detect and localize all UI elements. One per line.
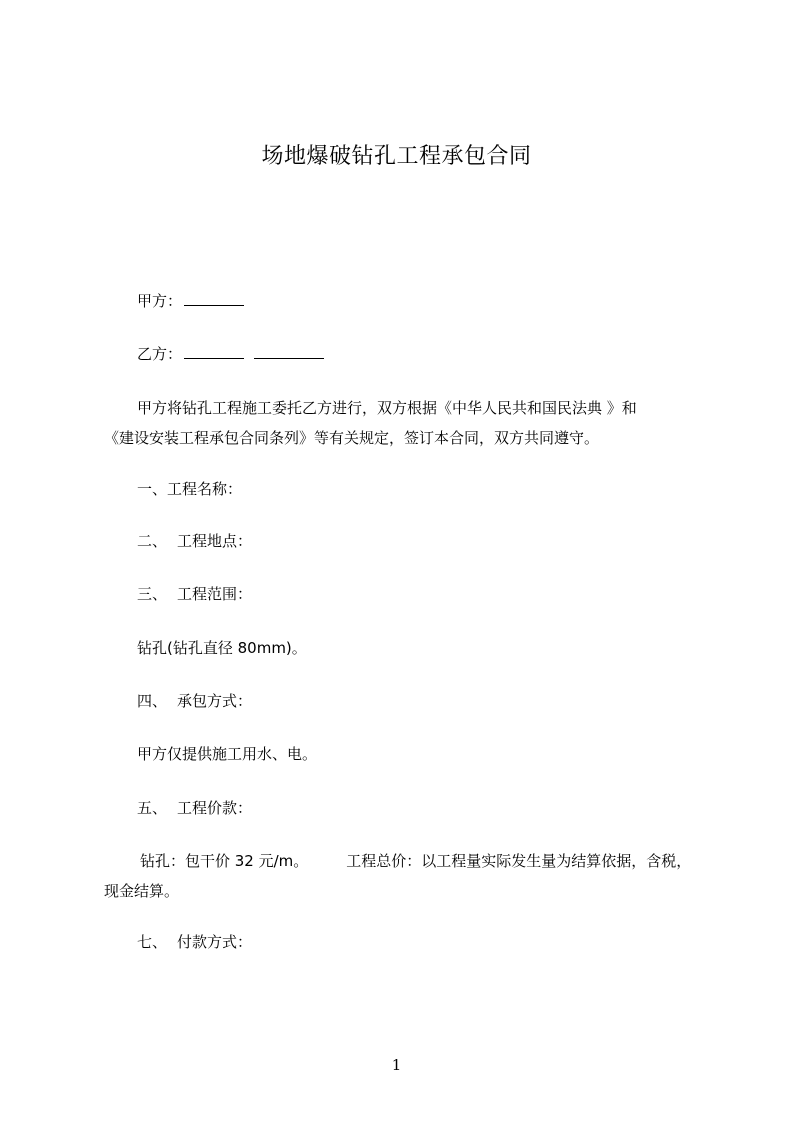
section-4-text: 承包方式： — [177, 692, 253, 710]
price-line-1 — [140, 850, 691, 872]
contract-text: 甲方仅提供施工用水、电。 — [137, 745, 318, 763]
section-4-number: 四、 — [137, 692, 168, 710]
section-7-heading — [137, 931, 252, 953]
party-a-label: 甲方： — [137, 292, 183, 310]
party-a-line — [137, 290, 244, 312]
section-3-text: 工程范围： — [177, 585, 253, 603]
section-7-number: 七、 — [137, 933, 168, 951]
section-2-number: 二、 — [137, 532, 168, 550]
section-5-text: 工程价款： — [177, 799, 253, 817]
section-3-number: 三、 — [137, 585, 168, 603]
section-5-heading — [137, 797, 252, 819]
document-title: 场地爆破钻孔工程承包合同 — [261, 144, 532, 169]
section-3-heading — [137, 583, 252, 605]
party-b-label: 乙方： — [137, 345, 183, 363]
party-b-blank-2 — [254, 344, 324, 359]
section-2-heading — [137, 530, 252, 552]
section-4-heading — [137, 690, 252, 712]
section-1-heading: 一、工程名称： — [137, 480, 243, 498]
section-5-number: 五、 — [137, 799, 168, 817]
section-2-text: 工程地点： — [177, 532, 253, 550]
page-number: 1 — [391, 1056, 402, 1074]
price-part-2: 工程总价：以工程量实际发生量为结算依据，含税， — [346, 852, 692, 870]
section-7-text: 付款方式： — [177, 933, 253, 951]
price-line-2: 现金结算。 — [104, 882, 180, 900]
party-b-blank-1 — [184, 344, 244, 359]
price-part-1: 钻孔：包干价 32 元/m。 — [140, 852, 309, 870]
intro-line-1: 甲方将钻孔工程施工委托乙方进行，双方根据《中华人民共和国民法典 》和 — [137, 399, 637, 417]
party-a-blank — [184, 291, 244, 306]
scope-text: 钻孔(钻孔直径 80mm)。 — [137, 639, 307, 657]
party-b-line — [137, 343, 324, 365]
intro-line-2: 《建设安装工程承包合同条列》等有关规定，签订本合同，双方共同遵守。 — [104, 429, 600, 447]
